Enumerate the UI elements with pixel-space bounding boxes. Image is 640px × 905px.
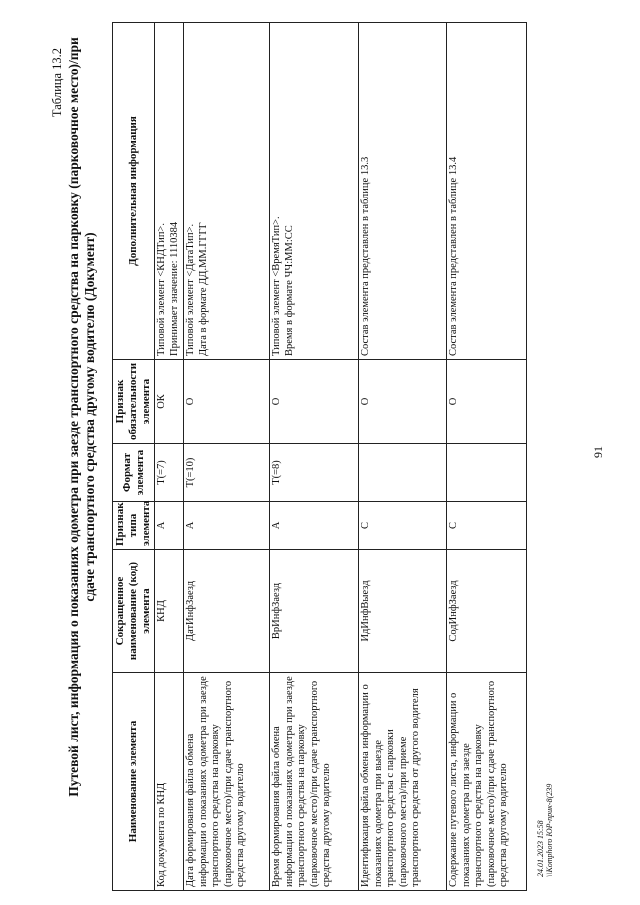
page-number: 91 [591, 446, 605, 458]
cell-type: А [155, 502, 184, 550]
header-type: Признак типа элемента [113, 502, 155, 550]
cell-required: О [447, 360, 527, 444]
cell-info [155, 23, 184, 360]
cell-type: С [447, 502, 527, 550]
cell-format [359, 444, 447, 502]
cell-type: С [359, 502, 447, 550]
cell-required: ОК [155, 360, 184, 444]
cell-info-line-1: Состав элемента представлен в таблице 13.3 [360, 156, 371, 356]
cell-code: ДатИнфЗаезд [184, 550, 270, 673]
cell-code: СодИнфЗаезд [447, 550, 527, 673]
header-code: Сокращенное наименование (код) элемента [113, 550, 155, 673]
cell-name: Дата формирования файла обмена информации о показаниях одометра при заезде транспортного средства на парковку (парковочное место)/при сдаче транспортного средства другому водителю [184, 673, 270, 891]
cell-format [447, 444, 527, 502]
cell-required: О [359, 360, 447, 444]
cell-name: Содержание путевого листа, информации о показаниях одометра при заезде транспортного средства на парковку (парковочное место)/при сдаче транспортного средства другому водителю [447, 673, 527, 891]
header-info: Дополнительная информация [113, 23, 155, 360]
cell-required: О [184, 360, 270, 444]
cell-required: О [270, 360, 359, 444]
cell-type: А [184, 502, 270, 550]
cell-code: ВрИнфЗаезд [270, 550, 359, 673]
cell-code: ИдИнфВыезд [359, 550, 447, 673]
cell-info [184, 23, 270, 360]
cell-info-line-2: Время в формате ЧЧ:ММ:СС [283, 225, 295, 356]
cell-info [359, 23, 447, 360]
cell-name: Код документа по КНД [155, 673, 184, 891]
cell-name: Время формирования файла обмена информации о показаниях одометра при заезде транспортного средства на парковку (парковочное место)/при сдаче транспортного средства другому водителю [270, 673, 359, 891]
table-row [155, 23, 184, 891]
cell-format: Т(=8) [270, 444, 359, 502]
table-row [447, 23, 527, 891]
title-line-1: Путевой лист, информация о показаниях одометра при заезде транспортного средства на парковку (парковочное место)/при [66, 37, 81, 797]
cell-type: А [270, 502, 359, 550]
cell-info [270, 23, 359, 360]
title-line-2: сдаче транспортного средства другому водителю (Документ) [82, 232, 97, 602]
cell-info-line-2: Принимает значение: 1110384 [168, 221, 180, 356]
cell-format: Т(=10) [184, 444, 270, 502]
header-format: Формат элемента [113, 444, 155, 502]
cell-info-line-1: Типовой элемент <ДатаТип>. [185, 223, 196, 356]
cell-format: Т(=7) [155, 444, 184, 502]
cell-info [447, 23, 527, 360]
table-row [270, 23, 359, 891]
document-title [66, 37, 98, 797]
table-header-row [113, 23, 155, 891]
elements-table [112, 22, 527, 891]
footer-stamp [536, 784, 554, 877]
table-label: Таблица 13.2 [50, 48, 64, 118]
table-row [184, 23, 270, 891]
cell-info-line-1: Типовой элемент <КНДТип>. [156, 223, 167, 356]
header-required: Признак обязательности элемента [113, 360, 155, 444]
cell-info-line-1: Типовой элемент <ВремяТип>. [271, 216, 282, 356]
footer-path: \\Komphoro ЮР-прик-8(239 [545, 783, 554, 877]
header-element-name: Наименование элемента [113, 673, 155, 891]
cell-info-line-2: Дата в формате ДД.ММ.ГГГГ [197, 222, 209, 356]
cell-name: Идентификация файла обмена информации о показаниях одометра при выезде транспортного средства с парковки (парковочного места)/при приеме транспортного средства от другого водителя [359, 673, 447, 891]
table-row [359, 23, 447, 891]
cell-info-line-1: Состав элемента представлен в таблице 13.4 [448, 156, 459, 356]
cell-code: КНД [155, 550, 184, 673]
footer-timestamp: 24.01.2023 15:58 [536, 820, 545, 877]
